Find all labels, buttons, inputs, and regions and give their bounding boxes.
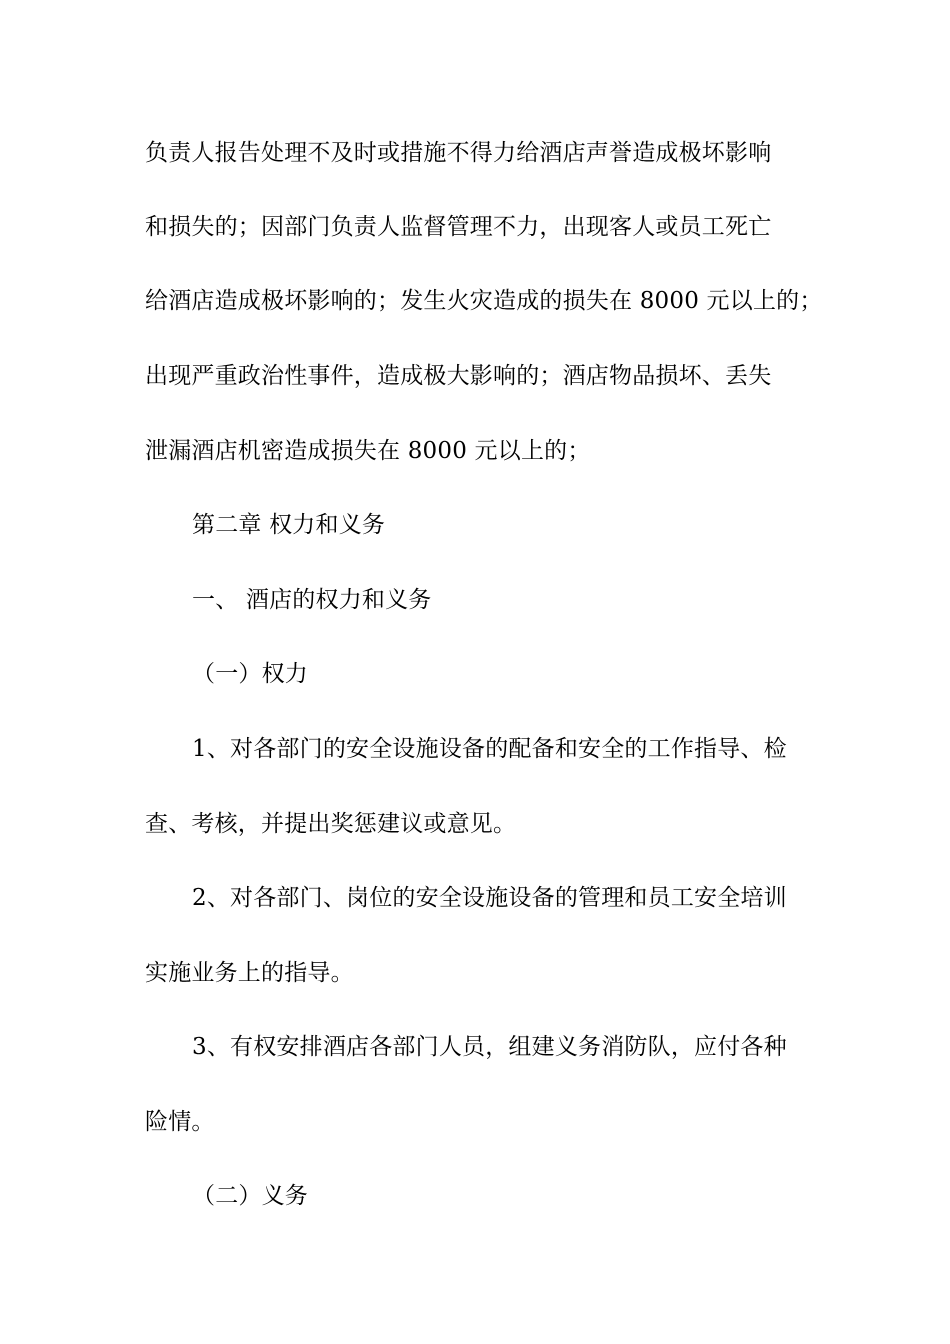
paragraph-line: 泄漏酒店机密造成损失在 8000 元以上的； [145,438,591,464]
paragraph-line: 出现严重政治性事件，造成极大影响的；酒店物品损坏、丢失 [145,363,772,389]
subsection-heading: （一）权力 [192,661,308,687]
list-item-line: 2、对各部门、岗位的安全设施设备的管理和员工安全培训 [192,885,787,911]
paragraph-line: 给酒店造成极坏影响的；发生火灾造成的损失在 8000 元以上的； [145,288,823,314]
chapter-heading: 第二章 权力和义务 [192,512,386,538]
paragraph-line: 负责人报告处理不及时或措施不得力给酒店声誉造成极坏影响 [145,140,772,166]
section-heading: 一、 酒店的权力和义务 [192,587,432,613]
paragraph-line: 和损失的；因部门负责人监督管理不力，出现客人或员工死亡 [145,214,772,240]
list-item-line: 险情。 [145,1109,215,1135]
list-item-line: 3、有权安排酒店各部门人员，组建义务消防队，应付各种 [192,1034,787,1060]
subsection-heading: （二）义务 [192,1183,308,1209]
list-item-line: 查、考核，并提出奖惩建议或意见。 [145,811,517,837]
list-item-line: 实施业务上的指导。 [145,960,354,986]
list-item-line: 1、对各部门的安全设施设备的配备和安全的工作指导、检 [192,736,787,762]
